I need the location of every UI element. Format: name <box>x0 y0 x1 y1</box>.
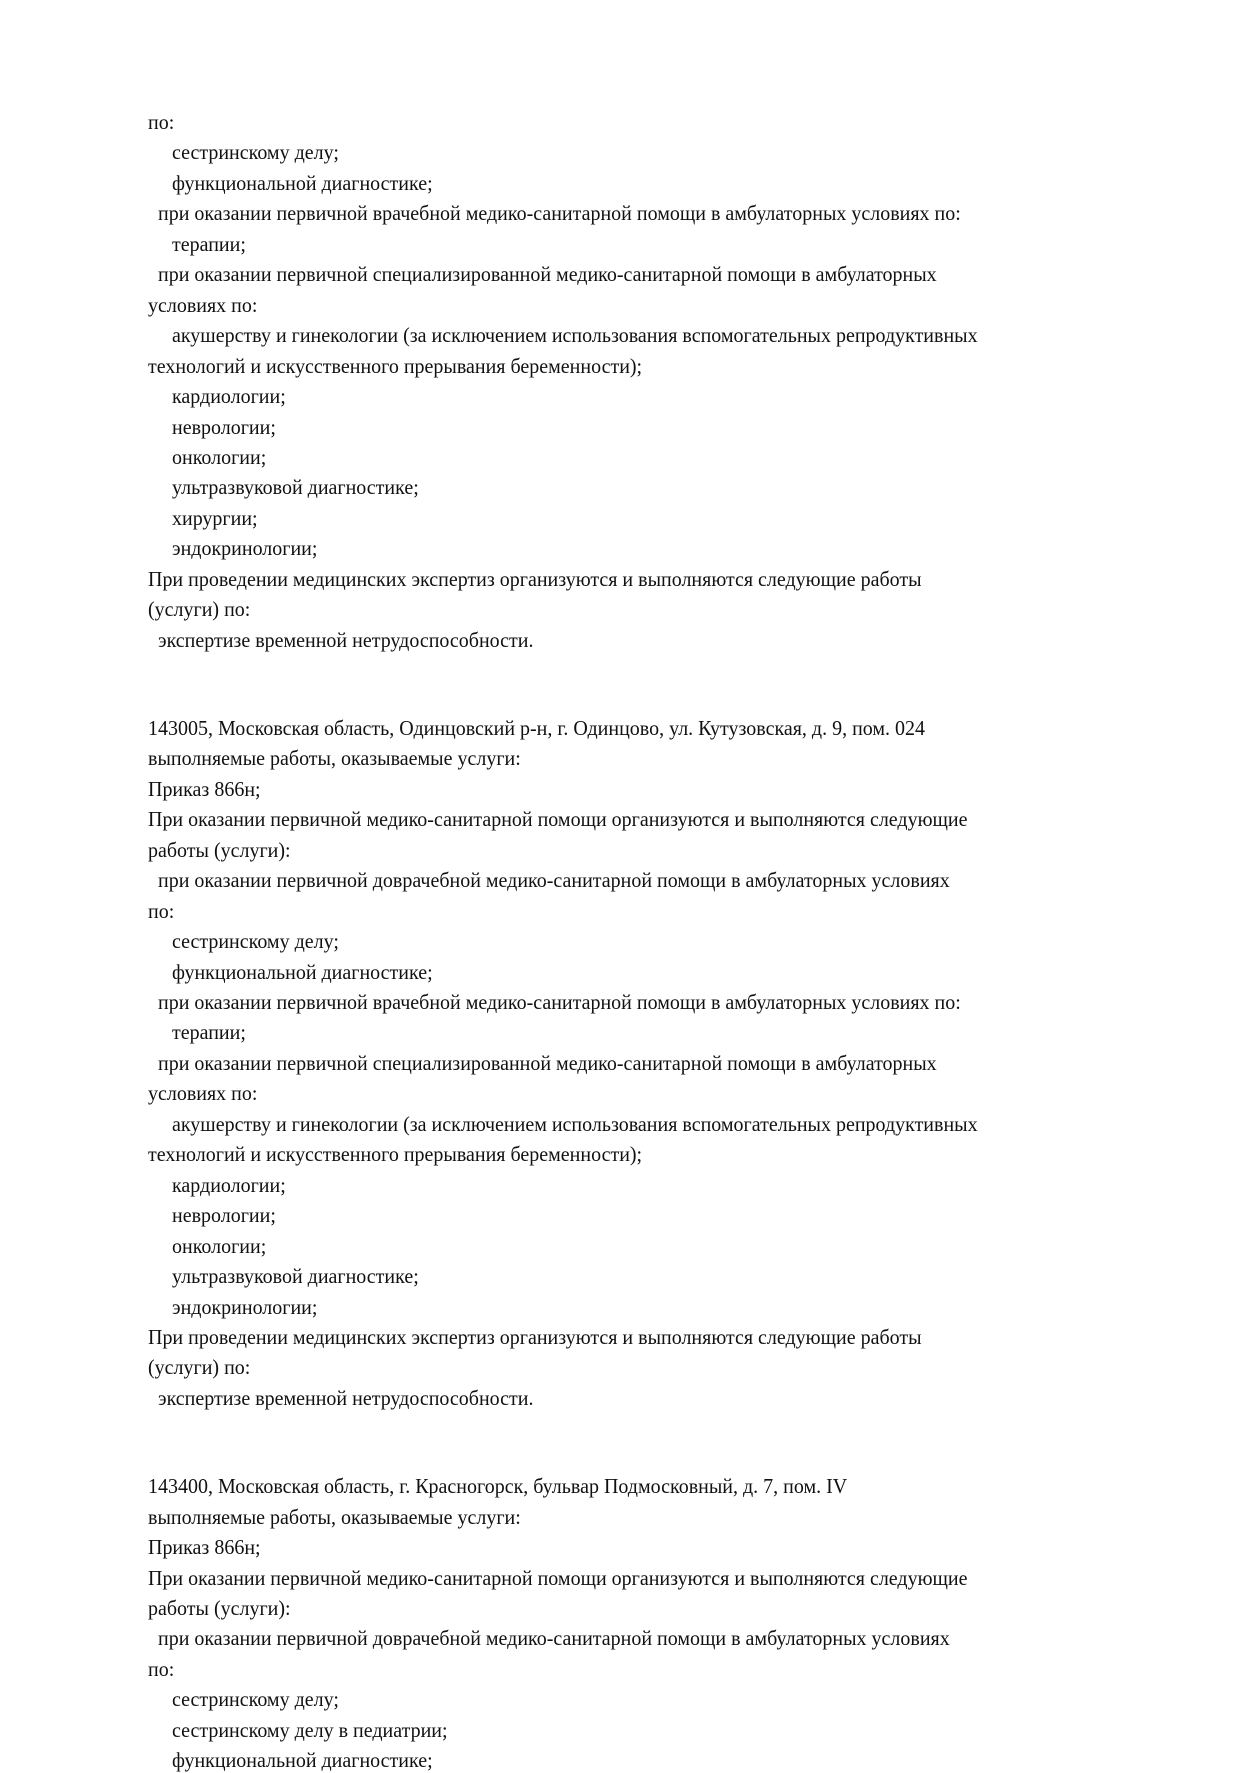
text-line: при оказании первичной врачебной медико-санитарной помощи в амбулаторных условиях по: <box>158 990 961 1014</box>
text-line: акушерству и гинекологии (за исключением использования вспомогательных репродуктивных <box>172 323 978 348</box>
text-line: При проведении медицинских экспертиз организуются и выполняются следующие работы <box>148 566 922 591</box>
text-line: экспертизе временной нетрудоспособности. <box>158 1385 534 1410</box>
text-line: неврологии; <box>172 414 276 439</box>
text-line: выполняемые работы, оказываемые услуги: <box>148 746 521 771</box>
text-line: Приказ 866н; <box>148 1535 261 1560</box>
text-line: при оказании первичной специализированной медико-санитарной помощи в амбулаторных <box>158 262 937 287</box>
text-line: условиях по: <box>148 1081 258 1106</box>
address-heading: 143400, Московская область, г. Красногорск, бульвар Подмосковный, д. 7, пом. IV <box>148 1474 848 1499</box>
text-line: технологий и искусственного прерывания беременности); <box>148 353 643 378</box>
text-line: терапии; <box>172 1020 246 1045</box>
text-line: при оказании первичной доврачебной медико-санитарной помощи в амбулаторных условиях <box>158 1626 950 1651</box>
text-line: при оказании первичной врачебной медико-санитарной помощи в амбулаторных условиях по: <box>158 201 961 226</box>
text-line: (услуги) по: <box>148 1355 251 1380</box>
text-line: по: <box>148 110 175 134</box>
text-line: работы (услуги): <box>148 837 291 862</box>
text-line: выполняемые работы, оказываемые услуги: <box>148 1504 521 1529</box>
text-line: по: <box>148 898 175 923</box>
text-line: онкологии; <box>172 1233 267 1258</box>
text-line: функциональной диагностике; <box>172 959 433 984</box>
text-line: функциональной диагностике; <box>172 170 433 195</box>
text-line: (услуги) по: <box>148 597 251 622</box>
text-line: хирургии; <box>172 505 258 530</box>
text-line: условиях по: <box>148 292 258 317</box>
text-line: кардиологии; <box>172 384 286 409</box>
text-line: при оказании первичной доврачебной медико-санитарной помощи в амбулаторных условиях <box>158 868 950 893</box>
text-line: при оказании первичной специализированной медико-санитарной помощи в амбулаторных <box>158 1050 937 1075</box>
text-line: онкологии; <box>172 444 267 469</box>
text-line: Приказ 866н; <box>148 776 261 801</box>
text-line: ультразвуковой диагностике; <box>172 1264 419 1289</box>
text-line: работы (услуги): <box>148 1595 291 1620</box>
text-line: по: <box>148 1656 175 1681</box>
text-line: экспертизе временной нетрудоспособности. <box>158 627 534 652</box>
text-line: эндокринологии; <box>172 536 318 561</box>
text-line: функциональной диагностике; <box>172 1748 433 1773</box>
text-line: сестринскому делу; <box>172 140 339 165</box>
text-line: акушерству и гинекологии (за исключением использования вспомогательных репродуктивных <box>172 1111 978 1136</box>
text-line: технологий и искусственного прерывания беременности); <box>148 1142 643 1167</box>
address-heading: 143005, Московская область, Одинцовский р-н, г. Одинцово, ул. Кутузовская, д. 9, пом. 024 <box>148 715 926 740</box>
text-line: При оказании первичной медико-санитарной помощи организуются и выполняются следующие <box>148 1565 968 1590</box>
text-line: ультразвуковой диагностике; <box>172 475 419 500</box>
text-line: При оказании первичной медико-санитарной помощи организуются и выполняются следующие <box>148 807 968 832</box>
text-line: кардиологии; <box>172 1172 286 1197</box>
text-line: сестринскому делу; <box>172 929 339 954</box>
text-line: терапии; <box>172 231 246 256</box>
text-line: При проведении медицинских экспертиз организуются и выполняются следующие работы <box>148 1324 922 1349</box>
text-line: неврологии; <box>172 1203 276 1228</box>
text-line: сестринскому делу; <box>172 1687 339 1712</box>
text-line: сестринскому делу в педиатрии; <box>172 1717 448 1742</box>
text-line: эндокринологии; <box>172 1294 318 1319</box>
